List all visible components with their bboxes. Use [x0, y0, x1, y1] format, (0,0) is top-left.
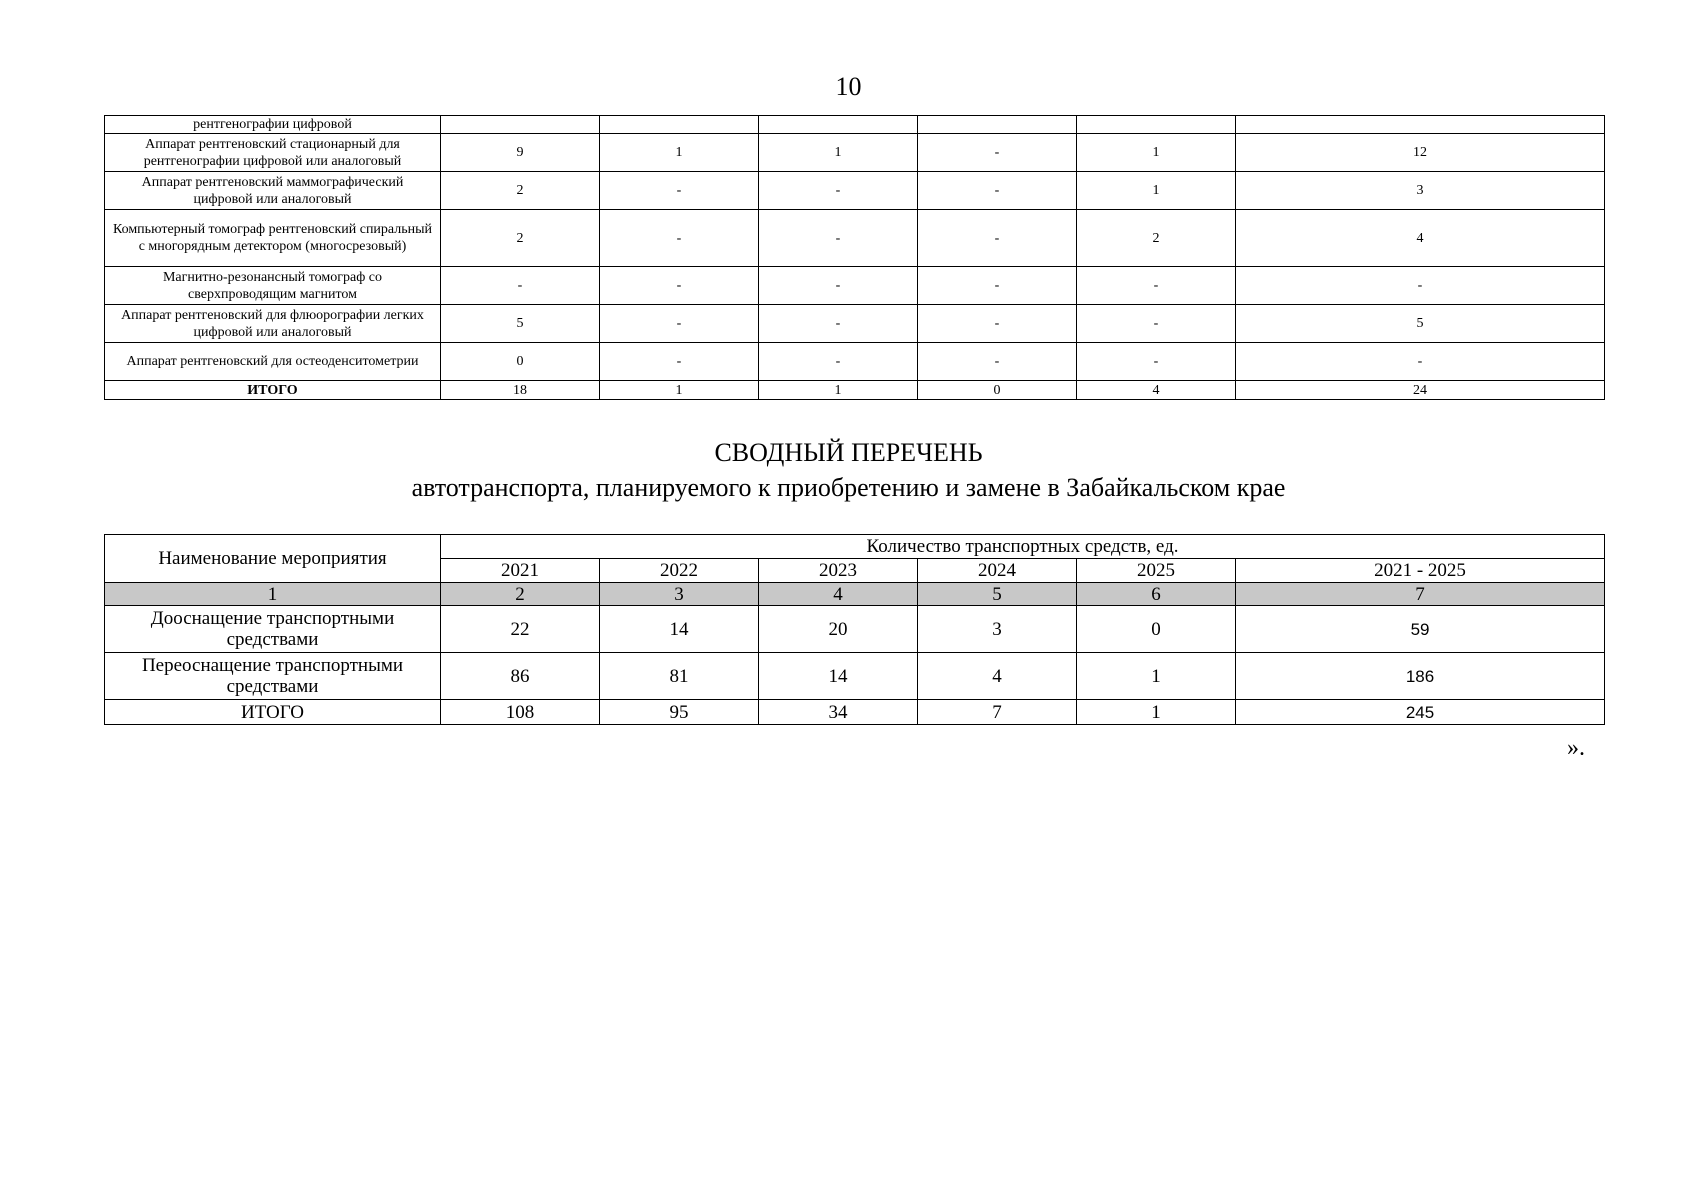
- cell: 4: [1077, 381, 1236, 400]
- cell: 2: [1077, 210, 1236, 267]
- cell: 5: [441, 305, 600, 343]
- row-name: Магнитно-резонансный томограф со сверхпроводящим магнитом: [105, 267, 441, 305]
- column-number: 7: [1236, 583, 1605, 606]
- cell: -: [1077, 305, 1236, 343]
- column-number: 2: [441, 583, 600, 606]
- cell: 20: [759, 606, 918, 653]
- cell: 245: [1236, 700, 1605, 725]
- cell: -: [918, 305, 1077, 343]
- cell: 22: [441, 606, 600, 653]
- cell: 14: [600, 606, 759, 653]
- cell: 108: [441, 700, 600, 725]
- cell: 12: [1236, 134, 1605, 172]
- cell: 0: [441, 343, 600, 381]
- cell: 1: [1077, 700, 1236, 725]
- cell: 18: [441, 381, 600, 400]
- equipment-table: [104, 115, 1605, 400]
- cell: -: [441, 267, 600, 305]
- cell: 3: [918, 606, 1077, 653]
- cell: 1: [759, 134, 918, 172]
- table-row: [105, 653, 1605, 700]
- cell: 1: [1077, 653, 1236, 700]
- cell: 1: [1077, 134, 1236, 172]
- column-number-row: [105, 583, 1605, 606]
- row-name: Аппарат рентгеновский для остеоденситометрии: [105, 343, 441, 381]
- cell: -: [918, 172, 1077, 210]
- cell: 0: [1077, 606, 1236, 653]
- year-header: 2024: [918, 559, 1077, 583]
- cell: [441, 116, 600, 134]
- cell: 186: [1236, 653, 1605, 700]
- page-number: 10: [835, 72, 862, 101]
- cell: -: [918, 210, 1077, 267]
- table-row: [105, 343, 1605, 381]
- column-number: 6: [1077, 583, 1236, 606]
- column-number: 4: [759, 583, 918, 606]
- column-number: 1: [105, 583, 441, 606]
- cell: [1236, 116, 1605, 134]
- table-row: [105, 606, 1605, 653]
- cell: [759, 116, 918, 134]
- header-row: [105, 535, 1605, 559]
- cell: -: [600, 305, 759, 343]
- cell: -: [759, 172, 918, 210]
- table-row: [105, 172, 1605, 210]
- table-row: [105, 267, 1605, 305]
- cell: 3: [1236, 172, 1605, 210]
- cell: -: [1077, 267, 1236, 305]
- row-name: Переоснащение транспортными средствами: [105, 653, 441, 700]
- row-name: Аппарат рентгеновский стационарный для рентгенографии цифровой или аналоговый: [105, 134, 441, 172]
- cell: -: [600, 343, 759, 381]
- cell: 24: [1236, 381, 1605, 400]
- cell: 5: [1236, 305, 1605, 343]
- header-name: Наименование мероприятия: [105, 535, 441, 583]
- cell: -: [759, 210, 918, 267]
- cell: -: [1236, 343, 1605, 381]
- cell: 2: [441, 172, 600, 210]
- cell: [600, 116, 759, 134]
- row-name: Аппарат рентгеновский маммографический цифровой или аналоговый: [105, 172, 441, 210]
- cell: -: [1077, 343, 1236, 381]
- total-label: ИТОГО: [105, 700, 441, 725]
- year-header: 2021 - 2025: [1236, 559, 1605, 583]
- transport-table: [104, 534, 1605, 725]
- year-header: 2025: [1077, 559, 1236, 583]
- cell: -: [918, 343, 1077, 381]
- cell: [1077, 116, 1236, 134]
- cell: 34: [759, 700, 918, 725]
- table-row: [105, 134, 1605, 172]
- cell: [918, 116, 1077, 134]
- cell: 1: [759, 381, 918, 400]
- cell: -: [600, 172, 759, 210]
- cell: -: [759, 343, 918, 381]
- cell: 7: [918, 700, 1077, 725]
- cell: 86: [441, 653, 600, 700]
- cell: 95: [600, 700, 759, 725]
- cell: -: [918, 134, 1077, 172]
- cell: -: [1236, 267, 1605, 305]
- cell: -: [759, 305, 918, 343]
- cell: -: [918, 267, 1077, 305]
- cell: -: [600, 210, 759, 267]
- cell: 0: [918, 381, 1077, 400]
- table-row: [105, 305, 1605, 343]
- section-title: СВОДНЫЙ ПЕРЕЧЕНЬ: [714, 438, 983, 467]
- cell: 1: [600, 381, 759, 400]
- section-subtitle: автотранспорта, планируемого к приобретению и замене в Забайкальском крае: [411, 473, 1286, 502]
- total-label: ИТОГО: [105, 381, 441, 400]
- cell: 14: [759, 653, 918, 700]
- row-name: рентгенографии цифровой: [105, 116, 441, 134]
- year-header: 2021: [441, 559, 600, 583]
- cell: 81: [600, 653, 759, 700]
- row-name: Компьютерный томограф рентгеновский спиральный с многорядным детектором (многосрезовый): [105, 210, 441, 267]
- cell: 4: [918, 653, 1077, 700]
- column-number: 5: [918, 583, 1077, 606]
- row-name: Дооснащение транспортными средствами: [105, 606, 441, 653]
- cell: 9: [441, 134, 600, 172]
- cell: 59: [1236, 606, 1605, 653]
- header-group: Количество транспортных средств, ед.: [441, 535, 1605, 559]
- cell: 1: [600, 134, 759, 172]
- cell: 2: [441, 210, 600, 267]
- row-name: Аппарат рентгеновский для флюорографии легких цифровой или аналоговый: [105, 305, 441, 343]
- total-row: [105, 700, 1605, 725]
- cell: 1: [1077, 172, 1236, 210]
- cell: 4: [1236, 210, 1605, 267]
- table-row: [105, 116, 1605, 134]
- cell: -: [759, 267, 918, 305]
- total-row: [105, 381, 1605, 400]
- column-number: 3: [600, 583, 759, 606]
- year-header: 2022: [600, 559, 759, 583]
- closing-mark: ».: [1567, 735, 1585, 761]
- cell: -: [600, 267, 759, 305]
- table-row: [105, 210, 1605, 267]
- year-header: 2023: [759, 559, 918, 583]
